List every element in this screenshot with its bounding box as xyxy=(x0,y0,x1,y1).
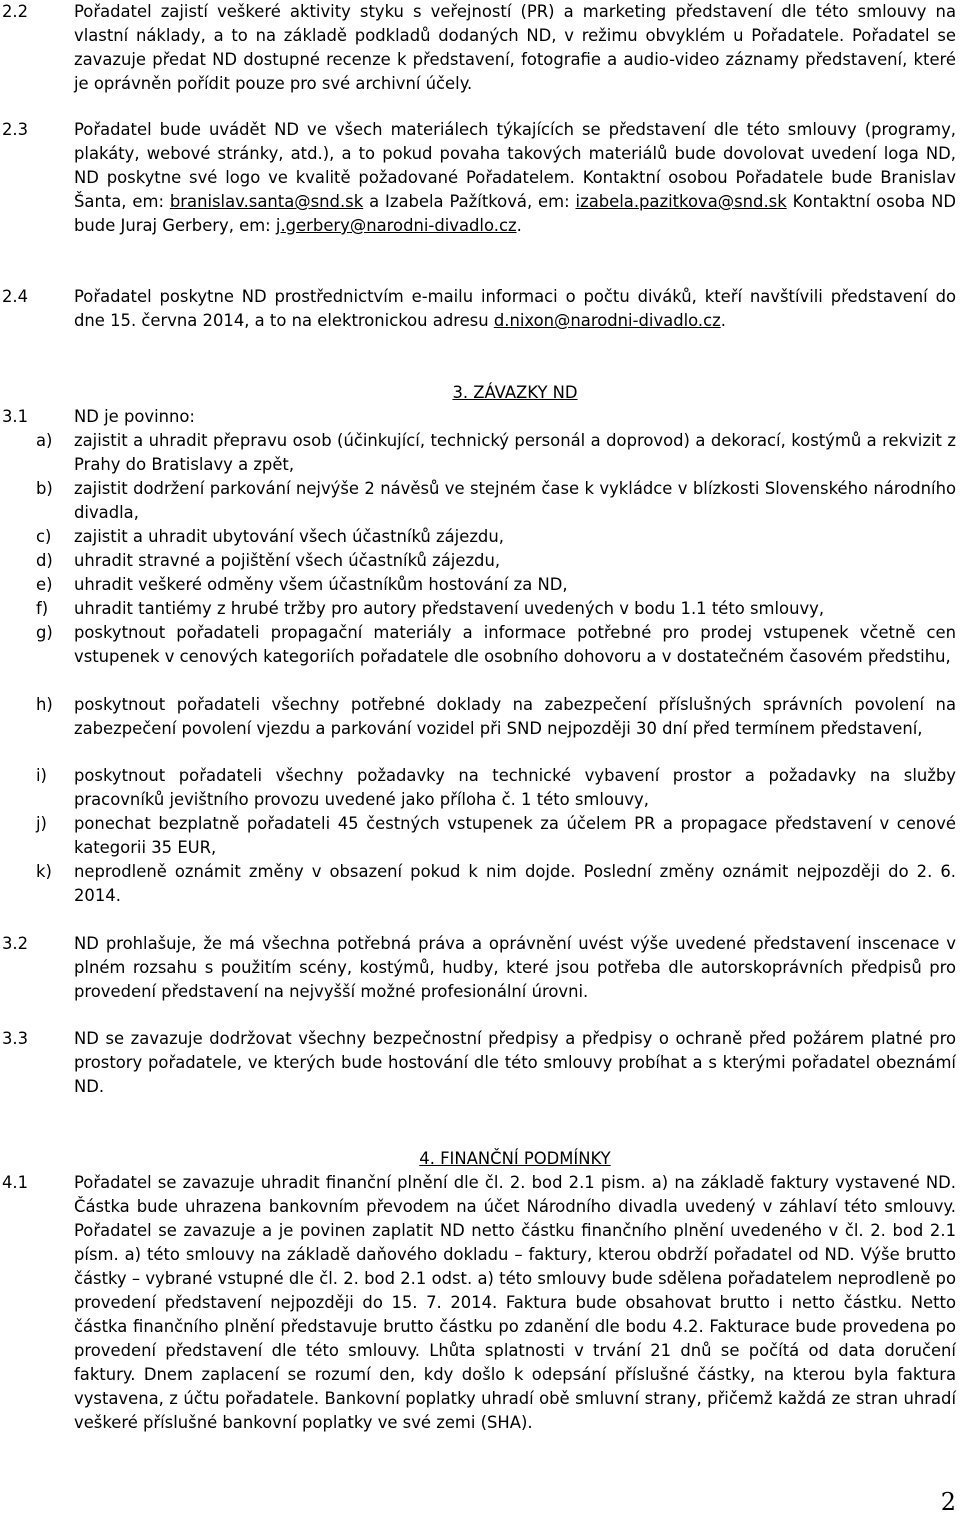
text-part: Kontaktní osoba ND bude Juraj Gerbery, em: xyxy=(74,192,957,235)
item-text: zajistit a uhradit přepravu osob (účinkující, technický personál a doprovod) a dekorací, kostýmů a rekvizit z Prahy do Bratislavy a zpět, xyxy=(74,431,956,474)
item-text: zajistit dodržení parkování nejvýše 2 návěsů ve stejném čase k vykládce v blízkosti Slovenského národního divadla, xyxy=(74,479,956,522)
item-label: h) xyxy=(36,695,53,714)
item-text: uhradit stravné a pojištění všech účastníků zájezdu, xyxy=(74,551,501,570)
item-label: i) xyxy=(36,766,47,785)
list-item xyxy=(0,764,956,812)
item-text: poskytnout pořadateli všechny požadavky na technické vybavení prostor a požadavky na služby pracovníků jevištního provozu uvedené jako příloha č. 1 této smlouvy, xyxy=(74,766,956,809)
text-part: Pořadatel bude uvádět ND ve všech materiálech týkajících se představení dle této smlouvy (programy, plakáty, webové stránky, atd.), a to pokud povaha takových materiálů bude dovolovat uvedení loga ND, ND poskytne své logo ve kvalitě požadované Pořadatelem. Kontaktní osobou Pořadatele bude Branislav Šanta, em: xyxy=(74,120,956,211)
section-heading xyxy=(0,381,960,405)
list-item xyxy=(0,525,956,549)
item-text: poskytnout pořadateli propagační materiály a informace potřebné pro prodej vstupenek včetně cen vstupenek v cenových kategoriích pořadatele dle osobního dohovoru a v dostatečném časovém předstihu, xyxy=(74,623,956,666)
list-item xyxy=(0,860,956,908)
section-text: Pořadatel zajistí veškeré aktivity styku s veřejností (PR) a marketing představení dle této smlouvy na vlastní náklady, a to na základě podkladů dodaných ND, v režimu obvyklém u Pořadatele. Pořadatel se zavazuje předat ND dostupné recenze k představení, fotografie a audio-video záznamy představení, které je oprávněn pořídit pouze pro své archivní účely. xyxy=(74,2,956,93)
section-text: ND prohlašuje, že má všechna potřebná práva a oprávnění uvést výše uvedené představení inscenace v plném rozsahu s použitím scény, kostýmů, hudby, které jsou potřeba dle autorskoprávních předpisů pro provedení představení na nejvyšší možné profesionální úrovni. xyxy=(74,934,956,1001)
section-2-4 xyxy=(0,285,956,333)
item-text: ponechat bezplatně pořadateli 45 čestných vstupenek za účelem PR a propagace představení v cenové kategorii 35 EUR, xyxy=(74,814,956,857)
section-text xyxy=(74,285,956,333)
section-text: Pořadatel se zavazuje uhradit finanční plnění dle čl. 2. bod 2.1 pism. a) na základě faktury vystavené ND. Částka bude uhrazena bankovním převodem na účet Národního divadla uvedený v záhlaví této smlouvy. Pořadatel se zavazuje a je povinen zaplatit ND netto částku finančního plnění uvedeného v čl. 2. bod 2.1 písm. a) této smlouvy na základě daňového dokladu – faktury, kterou obdrží pořadatel od ND. Výše brutto částky – vybrané vstupné dle čl. 2. bod 2.1 odst. a) této smlouvy bude sdělena pořadatelem neprodleně po provedení představení nejpozději do 15. 7. 2014. Faktura bude obsahovat brutto i netto částku. Netto částka finančního plnění představuje brutto částku po zdanění dle bodu 4.2. Fakturace bude provedena po provedení představení dle této smlouvy. Lhůta splatnosti v trvání 21 dnů se počítá od data doručení faktury. Dnem zaplacení se rozumí den, kdy došlo k odepsání příslušné částky, na kterou byla faktura vystavena, z účtu pořadatele. Bankovní poplatky uhradí obě smluvní strany, přičemž každá ze stran uhradí veškeré příslušné bankovní poplatky ve své zemi (SHA). xyxy=(74,1173,956,1432)
section-text: ND se zavazuje dodržovat všechny bezpečnostní předpisy a předpisy o ochraně před požárem platné pro prostory pořadatele, ve kterých bude hostování dle této smlouvy probíhat a s kterými pořadatel obeznámí ND. xyxy=(74,1029,956,1096)
text-part: . xyxy=(720,311,726,330)
email-link[interactable]: d.nixon@narodni-divadlo.cz xyxy=(493,311,721,330)
section-number: 2.3 xyxy=(2,120,29,139)
page-number: 2 xyxy=(940,1488,956,1516)
item-text: poskytnout pořadateli všechny potřebné doklady na zabezpečení příslušných správních povolení na zabezpečení povolení vjezdu a parkování vozidel při SND nejpozději 30 dní před termínem představení, xyxy=(74,695,956,738)
section-heading xyxy=(0,1147,960,1171)
section-number: 3.1 xyxy=(2,407,29,426)
item-text: uhradit tantiémy z hrubé tržby pro autory představení uvedených v bodu 1.1 této smlouvy, xyxy=(74,599,825,618)
section-4-1 xyxy=(0,1171,956,1435)
text-part: Pořadatel poskytne ND prostřednictvím e-mailu informaci o počtu diváků, kteří navštívili představení do dne 15. června 2014, a to na elektronickou adresu xyxy=(74,287,956,330)
section-3-1 xyxy=(0,405,956,429)
list-item xyxy=(0,477,956,525)
list-item xyxy=(0,549,956,573)
heading-text: 3. ZÁVAZKY ND xyxy=(452,383,578,402)
item-text: neprodleně oznámit změny v obsazení pokud k nim dojde. Poslední změny oznámit nejpozději do 2. 6. 2014. xyxy=(74,862,956,905)
section-number: 2.4 xyxy=(2,287,29,306)
section-2-3 xyxy=(0,118,956,238)
section-number: 3.2 xyxy=(2,934,29,953)
list-item xyxy=(0,693,956,741)
item-label: g) xyxy=(36,623,53,642)
item-label: e) xyxy=(36,575,53,594)
item-text: zajistit a uhradit ubytování všech účastníků zájezdu, xyxy=(74,527,504,546)
item-label: c) xyxy=(36,527,52,546)
section-number: 2.2 xyxy=(2,2,29,21)
list-item xyxy=(0,429,956,477)
list-item xyxy=(0,573,956,597)
section-2-2 xyxy=(0,0,956,96)
section-3-3 xyxy=(0,1027,956,1099)
list-item xyxy=(0,812,956,860)
item-label: d) xyxy=(36,551,53,570)
text-part: a Izabela Pažítková, em: xyxy=(363,192,576,211)
item-label: f) xyxy=(36,599,49,618)
list-item xyxy=(0,597,956,621)
item-text: uhradit veškeré odměny všem účastníkům hostování za ND, xyxy=(74,575,568,594)
section-number: 3.3 xyxy=(2,1029,29,1048)
item-label: k) xyxy=(36,862,52,881)
heading-text: 4. FINANČNÍ PODMÍNKY xyxy=(419,1149,611,1168)
section-text xyxy=(74,118,956,238)
item-label: j) xyxy=(36,814,47,833)
email-link[interactable]: izabela.pazitkova@snd.sk xyxy=(575,192,787,211)
section-3-2 xyxy=(0,932,956,1004)
item-label: a) xyxy=(36,431,53,450)
section-text: ND je povinno: xyxy=(74,407,195,426)
list-item xyxy=(0,621,956,669)
section-number: 4.1 xyxy=(2,1173,29,1192)
item-label: b) xyxy=(36,479,53,498)
email-link[interactable]: branislav.santa@snd.sk xyxy=(169,192,364,211)
email-link[interactable]: j.gerbery@narodni-divadlo.cz xyxy=(275,216,517,235)
text-part: . xyxy=(516,216,522,235)
